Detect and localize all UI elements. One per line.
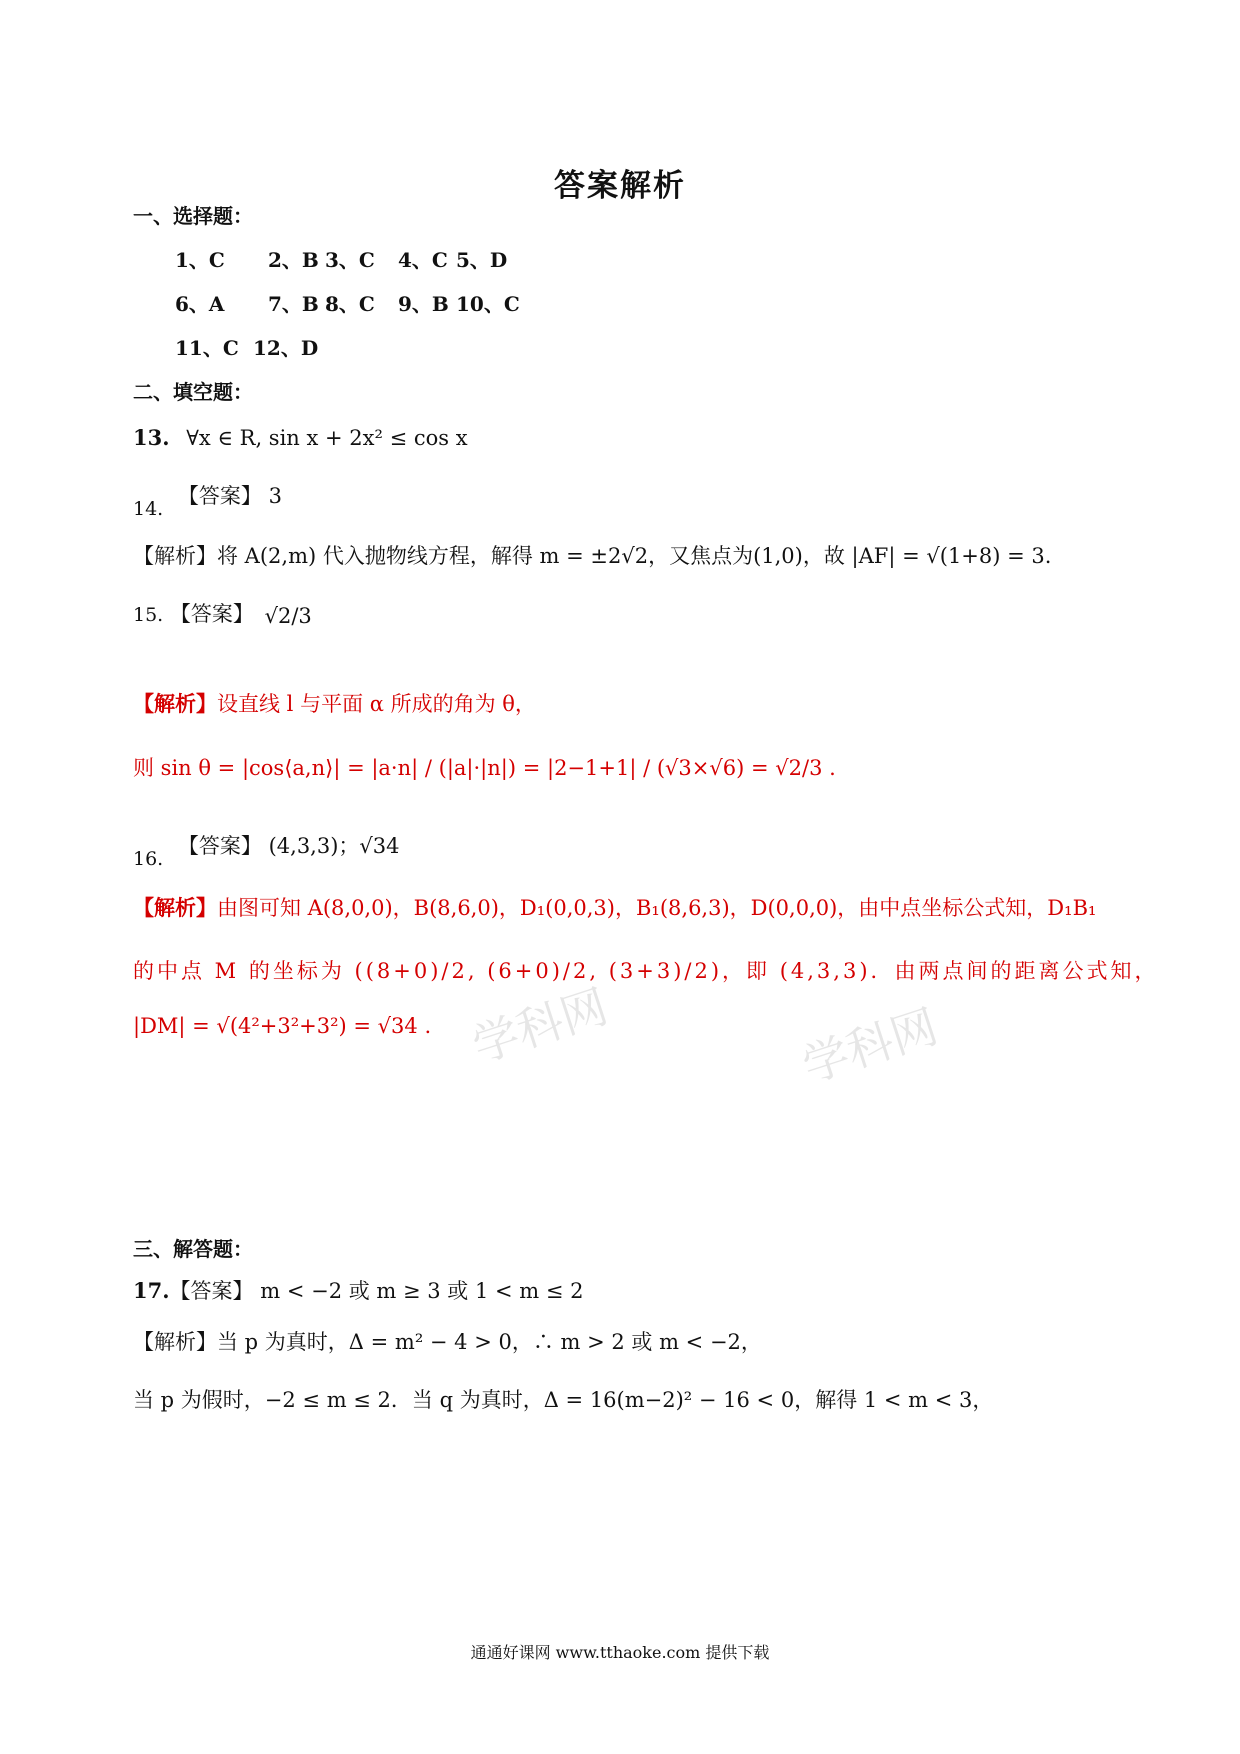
q16-answer: [133, 830, 400, 870]
q14-number: 14.: [133, 498, 164, 520]
choice-answer: 10、C: [456, 292, 520, 316]
watermark: 学科网: [795, 998, 944, 1093]
q14-analysis: [133, 540, 1051, 570]
q17-analysis-line-1: [133, 1326, 762, 1356]
choice-answer: 6、A: [175, 292, 225, 316]
choice-row-3: [175, 332, 318, 361]
q14-analysis-text: 将 A(2,m) 代入抛物线方程，解得 m = ±2√2，又焦点为(1,0)，故 |AF| = √(1+8) = 3.: [217, 544, 1052, 568]
watermark: 学科网: [465, 978, 614, 1073]
choice-answer: 12、D: [253, 336, 319, 360]
q15-analysis-line-1: [133, 688, 536, 718]
choice-answer: 9、B: [398, 292, 449, 316]
choice-answer: 1、C: [175, 248, 225, 272]
answer-label: 【答案】: [177, 484, 262, 508]
choice-answer: 2、B: [268, 248, 319, 272]
q17-number: 17.: [133, 1278, 170, 1303]
q13: [133, 425, 468, 450]
q16-analysis-line-3: |DM| = √(4²+3²+3²) = √34 .: [133, 1014, 432, 1038]
q17-analysis-text: 当 p 为真时，Δ = m² − 4 > 0，∴ m > 2 或 m < −2，: [217, 1330, 762, 1354]
page-footer: 通通好课网 www.tthaoke.com 提供下载: [470, 1643, 770, 1662]
choice-answer: 3、C: [325, 248, 375, 272]
choice-answer: 4、C: [398, 248, 448, 272]
q17-answer-value: m < −2 或 m ≥ 3 或 1 < m ≤ 2: [260, 1279, 584, 1303]
q16-analysis-text: 由图可知 A(8,0,0)，B(8,6,0)，D₁(0,0,3)，B₁(8,6,3)，D(0,0,0)，由中点坐标公式知，D₁B₁: [217, 896, 1097, 920]
choice-answer: 11、C: [175, 336, 239, 360]
q15-analysis-line-2: 则 sin θ = |cos⟨a,n⟩| = |a·n| / (|a|·|n|) = |2−1+1| / (√3×√6) = √2/3 .: [133, 756, 836, 780]
q16-analysis-line-2: 的中点 M 的坐标为 ((8+0)/2, (6+0)/2, (3+3)/2)，即 (4,3,3)．由两点间的距离公式知，: [133, 959, 1159, 983]
analysis-label: 【解析】: [133, 895, 217, 920]
choice-row-1: [175, 244, 507, 273]
answer-label: 【答案】: [177, 834, 262, 858]
choice-row-2: [175, 288, 520, 317]
analysis-label: 【解析】: [133, 691, 217, 716]
q13-expression: ∀x ∈ R, sin x + 2x² ≤ cos x: [186, 426, 468, 450]
section-fill-heading: 二、填空题：: [133, 380, 253, 404]
q15-analysis-text: 设直线 l 与平面 α 所成的角为 θ，: [217, 692, 536, 716]
q16-answer-distance: √34: [359, 834, 400, 858]
q17-analysis-line-2: 当 p 为假时，−2 ≤ m ≤ 2．当 q 为真时，Δ = 16(m−2)² − 16 < 0，解得 1 < m < 3，: [133, 1388, 994, 1412]
section-solve-heading: 三、解答题：: [133, 1237, 253, 1261]
q14-answer-value: 3: [268, 484, 282, 508]
q16-number: 16.: [133, 848, 164, 870]
analysis-label: 【解析】: [133, 1330, 217, 1354]
analysis-label: 【解析】: [133, 544, 217, 568]
choice-answer: 5、D: [456, 248, 508, 272]
q16-answer-point: (4,3,3): [268, 834, 339, 858]
section-choice-heading: 一、选择题：: [133, 204, 253, 228]
answer-label: 【答案】: [169, 602, 254, 626]
q15-answer-value: √2/3: [264, 603, 312, 628]
q16-analysis-line-1: [133, 892, 1096, 922]
choice-answer: 7、B: [268, 292, 319, 316]
q14-answer: [133, 480, 282, 520]
q16-answer-separator: ；: [338, 834, 360, 858]
q15-number: 15.: [133, 604, 164, 626]
q15-answer: [133, 598, 312, 628]
answer-label: 【答案】: [169, 1279, 254, 1303]
q17-answer: [133, 1275, 584, 1305]
q13-number: 13.: [133, 425, 170, 450]
page-title: 答案解析: [554, 168, 686, 204]
choice-answer: 8、C: [325, 292, 375, 316]
